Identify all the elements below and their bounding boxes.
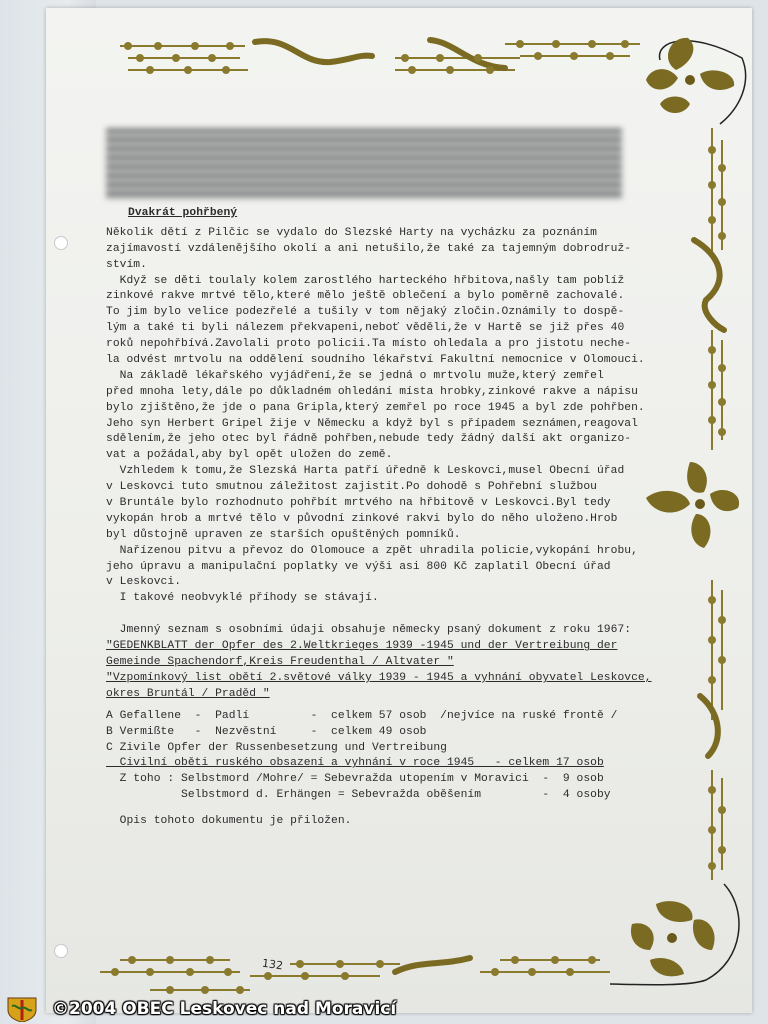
document-title-cz: "Vzpomínkový list obětí 2.světové války 1939 - 1945 a vyhnání obyvatel Leskovce, <box>106 671 652 684</box>
paragraph-line: před mnoha lety,dále po důkladném ohledání místa hrobky,zinkové rakve a nápisu <box>106 385 638 398</box>
suicide-line: Z toho : Selbstmord /Mohre/ = Sebevražda utopením v Moravici - 9 osob <box>106 773 604 786</box>
paragraph-line: la odvést mrtvolu na oddělení soudního lékařství Fakultní nemocnice v Olomouci. <box>106 354 645 367</box>
attachment-note: Opis tohoto dokumentu je přiložen. <box>106 815 352 828</box>
coat-of-arms-icon <box>6 996 38 1022</box>
civil-victims-line: Civilní oběti ruského obsazení a vyhnání v roce 1945 - celkem 17 osob <box>106 757 604 770</box>
paragraph-line: bylo zjištěno,že jde o pana Gripla,který zemřel po roce 1945 a byl zde pohřben. <box>106 401 645 414</box>
stats-line: B Vermißte - Nezvěstní - celkem 49 osob <box>106 725 427 738</box>
paragraph-line: zajímavostí vzdálenějšího okolí a ani netušilo,že také za tajemným dobrodruž- <box>106 242 632 255</box>
paragraph-line: v Leskovci. <box>106 576 182 589</box>
paragraph-line: vat a požádal,aby byl opět uložen do země. <box>106 449 393 462</box>
bottom-flower-icon <box>610 884 739 985</box>
paragraph-line: To jim bylo velice podezřelé a tušily v tom nějaký zločin.Oznámily to dospě- <box>106 306 625 319</box>
paragraph-line: Když se děti toulaly kolem zarostlého harteckého hřbitova,našly tam poblíž <box>106 274 625 287</box>
paragraph-line: zinkové rakve mrtvé tělo,které mělo ještě oblečení a bylo poměrně zachovalé. <box>106 290 625 303</box>
document-text <box>106 206 651 830</box>
document-title-cz: okres Bruntál / Praděd " <box>106 687 270 700</box>
spacer <box>106 804 651 814</box>
page-number: 132 <box>261 956 284 973</box>
copyright-text: ©2004 OBEC Leskovec nad Moravicí <box>52 999 397 1019</box>
paragraph-line: v Leskovci tuto smutnou záležitost zajistit.Po dohodě s Pohřební službou <box>106 481 597 494</box>
paragraph-line: byl důstojně upraven ze starších opuštěných pomníků. <box>106 528 461 541</box>
bottom-border-ornament <box>100 956 610 994</box>
redacted-header <box>106 128 622 200</box>
corner-flower-icon <box>646 38 746 124</box>
document-heading: Dvakrát pohřbený <box>128 207 238 219</box>
paragraph-line: stvím. <box>106 258 147 271</box>
paragraph-line: vykopán hrob a mrtvé tělo v původní zinkové rakvi bylo do něho uloženo.Hrob <box>106 512 618 525</box>
document-title-de: "GEDENKBLATT der Opfer des 2.Weltkrieges 1939 -1945 und der Vertreibung der <box>106 640 618 653</box>
paragraph-line: Na základě lékařského vyjádření,že se jedná o mrtvolu muže,který zemřel <box>106 369 604 382</box>
suicide-line: Selbstmord d. Erhängen = Sebevražda oběšením - 4 osoby <box>106 789 611 802</box>
paragraph-line: roků nepohřbívá.Zavolali proto policii.Ta místo ohledala a pro jistotu neche- <box>106 338 632 351</box>
paragraph-line: sdělením,že jeho otec byl řádně pohřben,nebude tedy žádný další akt organizo- <box>106 433 632 446</box>
document-title-de: Gemeinde Spachendorf,Kreis Freudenthal / Altvater " <box>106 656 454 669</box>
paragraph-line: Vzhledem k tomu,že Slezská Harta patří úředně k Leskovci,musel Obecní úřad <box>106 465 625 478</box>
spacer <box>106 607 651 623</box>
stats-line: A Gefallene - Padlí - celkem 57 osob /nejvíce na ruské frontě / <box>106 709 618 722</box>
stats-line: C Zivile Opfer der Russenbesetzung und Vertreibung <box>106 741 447 754</box>
middle-flower-icon <box>646 462 739 548</box>
paragraph-line: v Bruntále bylo rozhodnuto pohřbít mrtvého na hřbitově v Leskovci.Byl tedy <box>106 497 611 510</box>
list-intro: Jmenný seznam s osobními údaji obsahuje německy psaný dokument z roku 1967: <box>106 624 632 637</box>
top-border-ornament <box>120 40 640 74</box>
paragraph-line: Nařízenou pitvu a převoz do Olomouce a zpět uhradila policie,vykopání hrobu, <box>106 544 638 557</box>
closing-line: I takové neobvyklé příhody se stávají. <box>106 592 379 605</box>
paragraph-line: jeho úpravu a manipulační poplatky ve výši asi 800 Kč zaplatil Obecní úřad <box>106 560 611 573</box>
paragraph-line: lým a také ti byli nálezem překvapeni,neboť věděli,že v Hartě se již přes 40 <box>106 322 625 335</box>
paragraph-line: Několik dětí z Pilčic se vydalo do Slezské Harty na vycházku za poznáním <box>106 226 597 239</box>
footer <box>0 996 396 1022</box>
paragraph-line: Jeho syn Herbert Gripel žije v Německu a když byl s případem seznámen,reagoval <box>106 417 638 430</box>
